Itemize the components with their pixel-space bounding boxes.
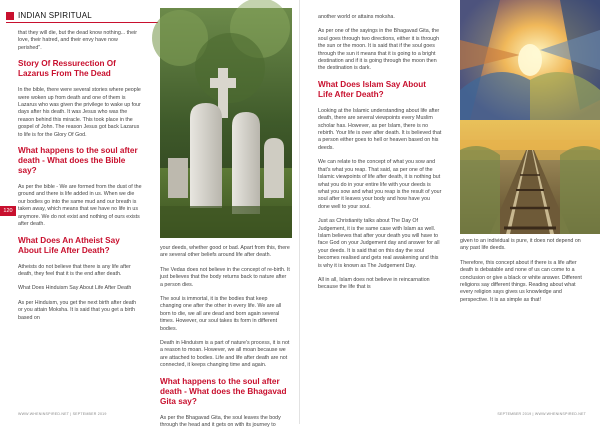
page-number: 120 [0,206,16,216]
vedas-paragraph: The Vedas does not believe in the concept of re-birth. It just believes that the body returns back to nature after a person dies. [160,266,290,288]
right-column-2 [460,238,586,311]
heading-bible: What happens to the soul after death - What does the Bible say? [18,146,138,176]
therefore-paragraph: Therefore, this concept about if there is a life after death is debatable and none of us can come to a conclusion or give a black or white answer. Different religions say different things. Reading about what every religion says gives us knowledge and perspective. It is as simple as that! [460,259,582,303]
relate-paragraph: We can relate to the concept of what you sow and that's what you reap. That said, as per one of the Islamic viewpoints of life after death, it is nothing but what you do in your entire life with your deeds is what you sow and what you reap is the result of your soul after it leaves your body and how have you done well to your soul. [318,159,442,210]
soul-paragraph: The soul is immortal, it is the bodies that keep changing one after the other in every life. We are all born to die, we all are dead and born again several times. However, our soul takes its form in different bodies. [160,296,282,332]
afterlife-image [460,0,600,234]
cemetery-image [160,8,292,238]
heading-gita: What happens to the soul after death - What does the Bhagavad Gita say? [160,376,287,406]
intro-paragraph: that they will die, but the dead know nothing... their love, their hatred, and their envy have now perished". [18,30,137,51]
christianity-paragraph: Just as Christianity talks about The Day Of Judgement, it is the same case with Islam as well. Islam believes that after your death you will have to face God on your Judgement day and answer for all your deeds. It is said that on this day the soul becomes realised and gets real awakening and this is why it is known as The Judgement Day. [318,218,440,269]
left-column-2 [160,245,290,437]
islam-paragraph: Looking at the Islamic understanding about life after death, there are several viewpoints every Muslim scholar has. However, as per Islam, there is no rebirth. Your life is over after death. It is believed that a person either goes to hell or heaven based on his deeds. [318,107,442,151]
world-paragraph: another world or attains moksha. [318,14,395,20]
hinduism-question: What Does Hinduism Say About Life After Death [18,285,132,292]
right-column-1 [318,14,442,299]
given-paragraph: given to an individual is pure, it does not depend on any past life deeds. [460,238,581,252]
gita-paragraph: As per the Bhagavad Gita, the soul leaves the body through the head and it gets on with its journey to [160,414,281,429]
section-marker [6,12,14,20]
deeds-paragraph: your deeds, whether good or bad. Apart from this, there are several other beliefs around life after death. [160,245,290,259]
cemetery-photo [160,8,292,238]
sayings-paragraph: As per one of the sayings in the Bhagavad Gita, the soul goes through two directions, either it is through the sun or the moon. It is said that if the soul goes through the sun it means that it is going to a bright destination and if it is going through the moon then the destination is dark. [318,28,440,72]
header-rule [6,22,158,23]
atheist-paragraph: Atheists do not believe that there is any life after death, they feel that it is the end after death. [18,263,131,277]
afterlife-photo [460,0,600,234]
heading-atheist: What Does An Atheist Say About Life After Death? [18,235,120,255]
heading-lazarus: Story Of Ressurection Of Lazarus From The Dead [18,59,116,79]
section-label: INDIAN SPIRITUAL [18,11,92,20]
allin-paragraph: All in all, Islam does not believe in reincarnation because the life that is [318,276,430,291]
footer-left: WWW.WHENINSPIRED.NET | SEPTEMBER 2019 [18,412,107,416]
heading-islam: What Does Islam Say About Life After Death? [318,79,426,99]
left-column-1 [18,30,142,329]
death-paragraph: Death in Hinduism is a part of nature's process, it is not a reason to moan. However, we all moan because we are attached to bodies. Life and life after death are not connected, it keeps changing time and again. [160,340,290,369]
hinduism-paragraph: As per Hinduism, you get the next birth after death or you attain Moksha. It is said that you get a birth based on [18,299,137,321]
lazarus-paragraph: In the bible, there were several stories where people were woken up from death and one of them is Lazarus who was given the privilege to wake up four days after his death. It was Jesus who was the reason behind this miracle. This took place in the gospel of John. The reason Jesus got back Lazarus to life is for the Glory Of God. [18,87,141,138]
footer-right: SEPTEMBER 2019 | WWW.WHENINSPIRED.NET [497,412,586,416]
bible-paragraph: As per the bible - We are formed from the dust of the ground and there is life added in us. When we die our bodies go into the same mud and our breath is taken away, which means that we have no life in us anymore. We do not exist and nothing of ours exists after death. [18,184,142,228]
left-page [0,0,300,429]
right-page [300,0,600,424]
